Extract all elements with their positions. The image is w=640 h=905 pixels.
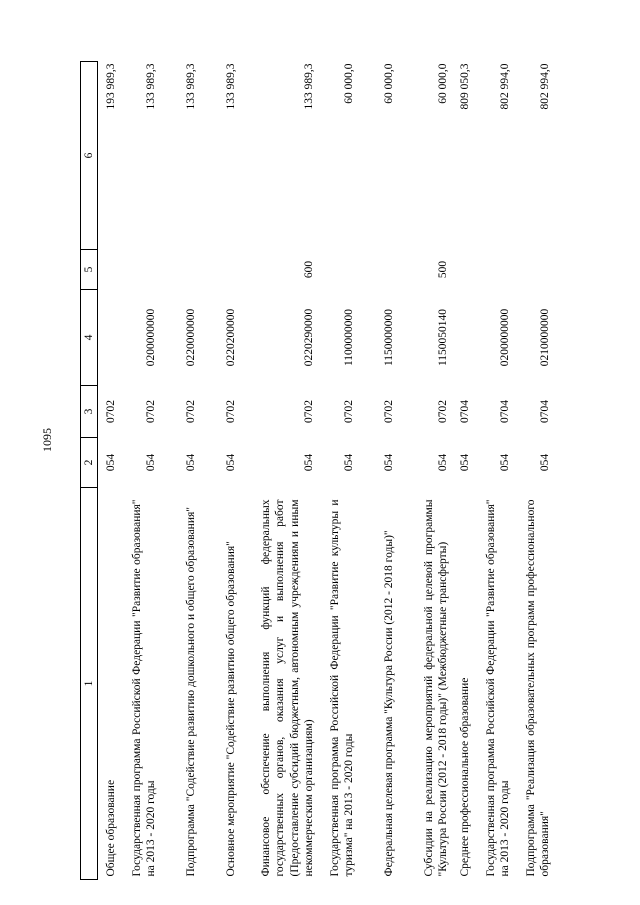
row-code-5 (98, 250, 121, 290)
table-row (474, 62, 514, 880)
row-name: Государственная программа Российской Федерации "Развитие образования" на 2013 - 2020 годы (130, 499, 157, 877)
row-code-5 (318, 250, 358, 290)
row-amount: 60 000,0 (383, 63, 395, 104)
page-number: 1095 (40, 428, 54, 452)
row-code-5: 600 (303, 260, 315, 279)
table-row (98, 62, 121, 880)
table-row (358, 62, 398, 880)
row-code-3: 0702 (225, 400, 237, 423)
row-code-5 (200, 250, 240, 290)
row-name: Подпрограмма "Содействие развитию дошкольного и общего образования" (185, 507, 197, 877)
row-code-2: 054 (383, 453, 395, 472)
row-code-4: 0220000000 (185, 308, 197, 367)
row-code-4: 0220200000 (225, 308, 237, 367)
header-col-6: 6 (81, 62, 98, 250)
row-name: Государственная программа Российской Федерации "Развитие образования" на 2013 - 2020 годы (484, 499, 511, 877)
table-row (318, 62, 358, 880)
row-code-2: 054 (303, 453, 315, 472)
row-amount: 809 050,3 (459, 63, 471, 110)
row-name: Общее образование (105, 779, 117, 877)
row-code-3: 0702 (437, 400, 449, 423)
row-amount: 133 989,3 (303, 63, 315, 110)
row-code-2: 054 (185, 453, 197, 472)
table-row (160, 62, 200, 880)
row-code-5 (160, 250, 200, 290)
row-name: Финансовое обеспечение выполнения функций федеральных государственных органов, оказания услуг и выполнения работ (Предоставление субсидий бюджетным, автономным учреждениям и иным некоммерческим организациям) (259, 499, 315, 877)
table-row (120, 62, 160, 880)
row-name: Среднее профессиональное образование (459, 677, 471, 877)
row-amount: 133 989,3 (185, 63, 197, 110)
row-name: Государственная программа Российской Федерации "Развитие культуры и туризма" на 2013 - 2020 годы (328, 499, 355, 877)
row-code-2: 054 (105, 453, 117, 472)
row-code-3: 0702 (383, 400, 395, 423)
row-code-2: 054 (145, 453, 157, 472)
header-col-5: 5 (81, 250, 98, 290)
rotated-document (80, 55, 560, 880)
row-code-4: 1100000000 (343, 308, 355, 367)
table-row (452, 62, 474, 880)
row-code-3: 0702 (145, 400, 157, 423)
row-name: Федеральная целевая программа "Культура России (2012 - 2018 годы)" (383, 530, 395, 877)
row-code-2: 054 (343, 453, 355, 472)
row-code-4: 1150000000 (383, 308, 395, 367)
row-amount: 60 000,0 (437, 63, 449, 104)
row-code-2: 054 (437, 453, 449, 472)
budget-table (80, 61, 554, 880)
row-code-4 (452, 290, 474, 386)
row-code-5 (474, 250, 514, 290)
row-amount: 60 000,0 (343, 63, 355, 104)
row-code-3: 0704 (459, 400, 471, 423)
row-code-2: 054 (539, 453, 551, 472)
row-code-5 (514, 250, 554, 290)
row-amount: 193 989,3 (105, 63, 117, 110)
table-row (240, 62, 318, 880)
row-name: Основное мероприятие "Содействие развитию общего образования" (225, 541, 237, 877)
row-code-3: 0702 (303, 400, 315, 423)
row-code-3: 0702 (105, 400, 117, 423)
header-col-2: 2 (81, 438, 98, 488)
row-code-4: 0210000000 (539, 308, 551, 367)
header-col-4: 4 (81, 290, 98, 386)
table-row (398, 62, 452, 880)
table-row (514, 62, 554, 880)
row-amount: 133 989,3 (145, 63, 157, 110)
row-code-3: 0702 (185, 400, 197, 423)
table-row (200, 62, 240, 880)
row-code-4 (98, 290, 121, 386)
row-name: Подпрограмма "Реализация образовательных программ профессионального образования" (524, 499, 551, 877)
row-code-4: 0200000000 (145, 308, 157, 367)
row-code-2: 054 (459, 453, 471, 472)
row-code-5 (452, 250, 474, 290)
row-code-5: 500 (437, 260, 449, 279)
row-code-3: 0704 (539, 400, 551, 423)
row-code-3: 0704 (499, 400, 511, 423)
row-name: Субсидии на реализацию мероприятий федеральной целевой программы "Культура России (2012 - 2018 годы)" (Межбюджетные трансферты) (422, 499, 449, 877)
row-code-2: 054 (499, 453, 511, 472)
row-code-2: 054 (225, 453, 237, 472)
row-code-3: 0702 (343, 400, 355, 423)
row-amount: 802 994,0 (539, 63, 551, 110)
row-code-4: 1150050140 (437, 308, 449, 367)
row-code-4: 0220290000 (303, 308, 315, 367)
row-amount: 133 989,3 (225, 63, 237, 110)
header-col-3: 3 (81, 386, 98, 438)
row-amount: 802 994,0 (499, 63, 511, 110)
row-code-5 (120, 250, 160, 290)
row-code-4: 0200000000 (499, 308, 511, 367)
header-col-1: 1 (81, 488, 98, 880)
row-code-5 (358, 250, 398, 290)
table-header-row (81, 62, 98, 880)
